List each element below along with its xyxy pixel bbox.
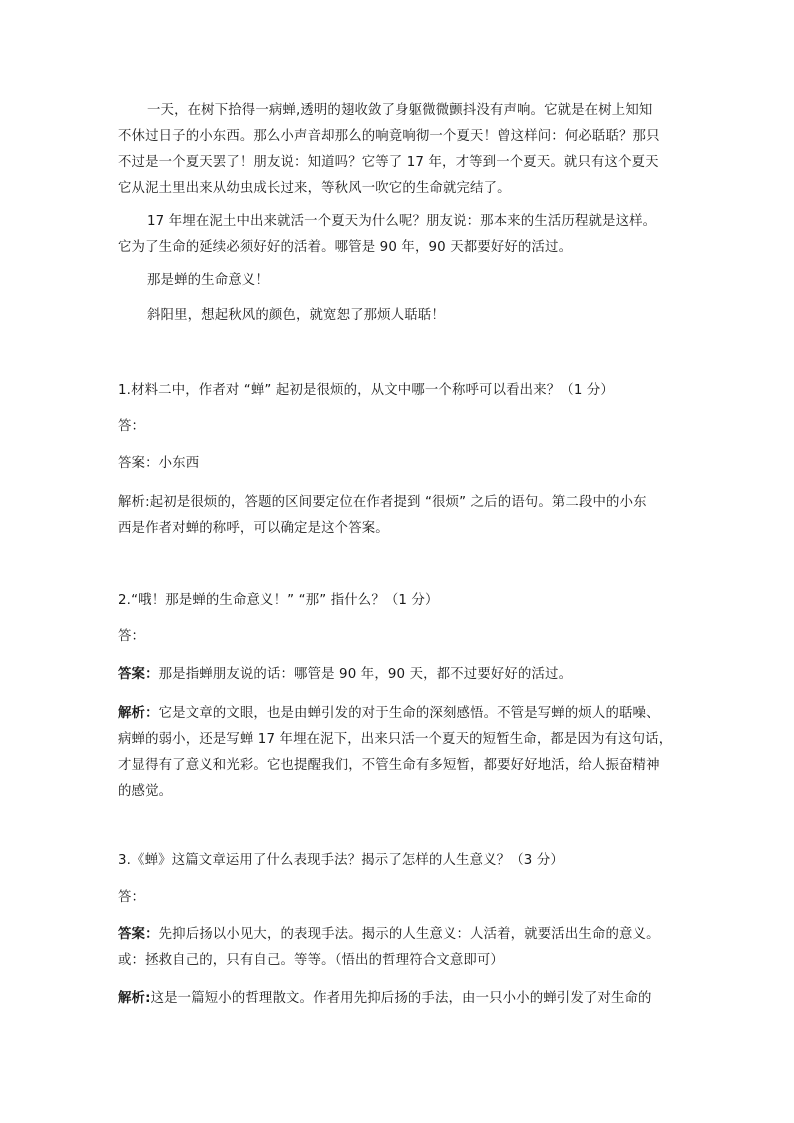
q1-answer [118,451,199,477]
passage-p1-line3: 不过是一个夏天罢了！朋友说：知道吗？它等了 17 年，才等到一个夏天。就只有这个夏天 [118,155,659,170]
q2-analysis-label: 解析： [118,706,159,721]
q2-answer-prompt: 答： [118,629,146,644]
q3-analysis-text1: 这是一篇短小的哲理散文。作者用先抑后扬的手法，由一只小小的蝉引发了对生命的 [150,991,652,1006]
question-2: 2.“哦！那是蝉的生命意义！” “那” 指什么？（1 分） [118,593,439,608]
passage-p1-line2: 不休过日子的小东西。那么小声音却那么的响竟响彻一个夏天！曾这样问：何必聒聒？那只 [118,129,660,144]
q3-analysis-line1 [118,986,652,1012]
passage-p1-line1: 一天，在树下拾得一病蝉,透明的翅收敛了身躯微微颤抖没有声响。它就是在树上知知 [147,103,653,118]
q3-answer-line2: 或：拯救自己的，只有自己。等等。（悟出的哲理符合文意即可） [118,953,504,968]
q1-answer-prompt: 答： [118,419,146,434]
q2-analysis-line4: 的感觉。 [118,784,173,799]
q1-analysis-line2: 西是作者对蝉的称呼，可以确定是这个答案。 [118,521,389,536]
q2-answer-text: 那是指蝉朋友说的话：哪管是 90 年，90 天，都不过要好好的活过。 [158,667,573,682]
passage-p2-line1: 17 年埋在泥土中出来就活一个夏天为什么呢？朋友说：那本来的生活历程就是这样。 [147,214,657,229]
q3-analysis-label: 解析: [118,991,151,1006]
q2-analysis-text1: 它是文章的文眼，也是由蝉引发的对于生命的深刻感悟。不管是写蝉的烦人的聒噪、 [158,706,660,721]
q3-answer-line1 [118,922,660,948]
passage-p2-line2: 它为了生命的延续必须好好的活着。哪管是 90 年，90 天都要好好的活过。 [118,240,573,255]
q1-analysis-text1: 起初是很烦的，答题的区间要定位在作者提到 “很烦” 之后的语句。第二段中的小东 [149,495,647,510]
q1-analysis-label: 解析: [118,495,150,510]
passage-p3: 那是蝉的生命意义！ [147,273,269,288]
q2-analysis-line3: 才显得有了意义和光彩。它也提醒我们，不管生命有多短暂，都要好好地活，给人振奋精神 [118,758,660,773]
q3-answer-text1: 先抑后扬以小见大，的表现手法。揭示的人生意义：人活着，就要活出生命的意义。 [158,927,660,942]
q2-analysis-line2: 病蝉的弱小，还是写蝉 17 年埋在泥下，出来只活一个夏天的短暂生命，都是因为有这句话， [118,732,673,747]
q3-answer-label: 答案： [118,927,159,942]
q1-analysis-line1 [118,490,647,516]
question-3: 3.《蝉》这篇文章运用了什么表现手法？揭示了怎样的人生意义？（3 分） [118,853,564,868]
q1-answer-label: 答案： [118,456,159,471]
q3-answer-prompt: 答： [118,890,146,905]
q2-answer [118,662,572,688]
q2-answer-label: 答案： [118,667,159,682]
q2-analysis-line1 [118,701,660,727]
passage-p4: 斜阳里，想起秋风的颜色，就宽恕了那烦人聒聒！ [147,308,445,323]
q1-answer-text: 小东西 [158,456,200,471]
question-1: 1.材料二中，作者对 “蝉” 起初是很烦的，从文中哪一个称呼可以看出来？（1 分） [118,383,614,398]
passage-p1-line4: 它从泥土里出来从幼虫成长过来，等秋风一吹它的生命就完结了。 [118,181,511,196]
